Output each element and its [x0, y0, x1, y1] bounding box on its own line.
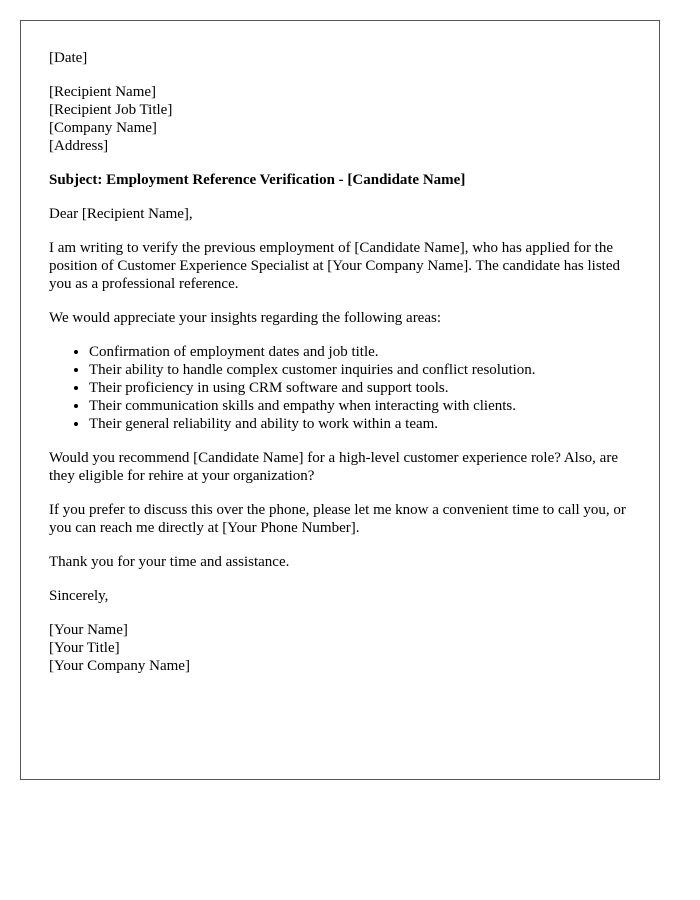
list-item: • Their ability to handle complex customer inquiries and conflict resolution. — [89, 361, 631, 379]
subject-line: Subject: Employment Reference Verification - [Candidate Name] — [49, 172, 466, 188]
list-item: • Their general reliability and ability to work within a team. — [89, 415, 631, 433]
thanks-line: Thank you for your time and assistance. — [49, 554, 290, 570]
recipient-job-title: [Recipient Job Title] — [49, 102, 173, 118]
areas-list — [49, 343, 631, 433]
salutation: Dear [Recipient Name], — [49, 206, 193, 222]
recommend-question: Would you recommend [Candidate Name] for a high-level customer experience role? Also, are they eligible for rehire at your organization? — [49, 450, 618, 484]
phone-paragraph: If you prefer to discuss this over the phone, please let me know a convenient time to call you, or you can reach me directly at [Your Phone Number]. — [49, 502, 626, 536]
intro-paragraph: I am writing to verify the previous employment of [Candidate Name], who has applied for the position of Customer Experience Specialist at [Your Company Name]. The candidate has listed you as a professional reference. — [49, 240, 620, 292]
closing: Sincerely, — [49, 588, 109, 604]
list-item: • Their proficiency in using CRM software and support tools. — [89, 379, 631, 397]
recipient-block — [49, 83, 631, 155]
letter-page — [20, 20, 660, 780]
sender-title: [Your Title] — [49, 640, 120, 656]
letter-date: [Date] — [49, 50, 88, 66]
list-item: • Their communication skills and empathy when interacting with clients. — [89, 397, 631, 415]
sender-company: [Your Company Name] — [49, 658, 190, 674]
recipient-name: [Recipient Name] — [49, 84, 157, 100]
list-item: • Confirmation of employment dates and job title. — [89, 343, 631, 361]
sender-name: [Your Name] — [49, 622, 128, 638]
recipient-address: [Address] — [49, 138, 109, 154]
recipient-company: [Company Name] — [49, 120, 157, 136]
areas-intro: We would appreciate your insights regarding the following areas: — [49, 310, 442, 326]
sender-block — [49, 621, 631, 675]
